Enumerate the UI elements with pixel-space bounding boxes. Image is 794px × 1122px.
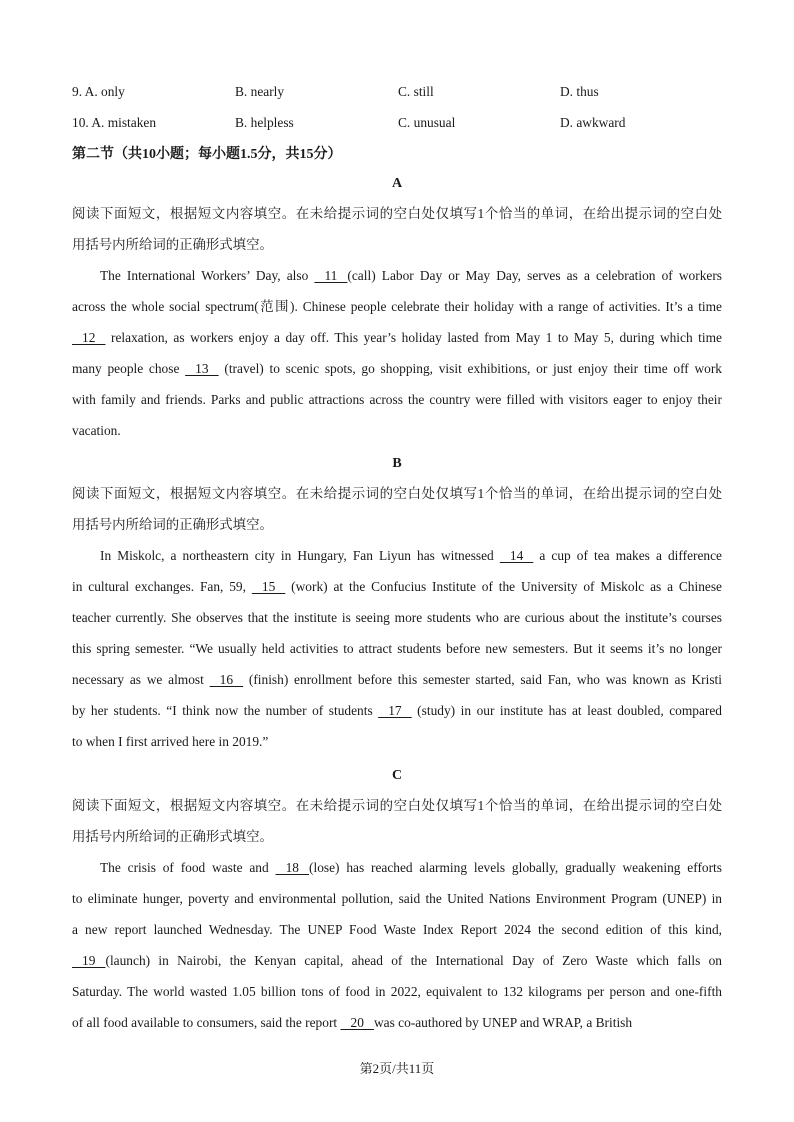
line-text: necessary as we almost <box>72 672 210 687</box>
line-text: a new report launched Wednesday. The UNEP Food Waste Index Report 2024 the second edition of this kind, <box>72 922 722 937</box>
option-9a: 9. A. only <box>72 84 125 99</box>
section-heading: 第二节（共10小题；每小题1.5分，共15分） <box>72 147 342 162</box>
passage-b-line <box>72 576 722 598</box>
blank-15[interactable]: 15 <box>251 579 286 594</box>
line-text: teacher currently. She observes that the institute is seeing more students who are curious about the institute’s courses <box>72 610 722 625</box>
line-text: (study) in our institute has at least doubled, compared <box>411 703 722 718</box>
line-text: (travel) to scenic spots, go shopping, visit exhibitions, or just enjoy their time off work <box>218 361 722 376</box>
passage-c-line <box>72 950 722 972</box>
passage-a-line <box>72 327 722 349</box>
passage-b-line <box>72 731 722 753</box>
passage-a-line <box>100 265 722 287</box>
passage-c-line <box>72 981 722 1003</box>
option-10a: 10. A. mistaken <box>72 115 157 130</box>
passage-c-line <box>72 1012 722 1034</box>
part-a-letter: A <box>391 176 403 191</box>
part-b-letter: B <box>392 456 402 471</box>
line-text: vacation. <box>72 423 121 438</box>
passage-c-line <box>100 857 722 879</box>
line-text: In Miskolc, a northeastern city in Hungary, Fan Liyun has witnessed <box>100 548 500 563</box>
option-9c: C. still <box>398 84 434 99</box>
part-b-instruction-2: 用括号内所给词的正确形式填空。 <box>72 517 273 532</box>
option-10d: D. awkward <box>560 115 626 130</box>
passage-b-line <box>100 545 722 567</box>
line-text: to eliminate hunger, poverty and environmental pollution, said the United Nations Environment Program (UNEP) in <box>72 891 722 906</box>
part-c-letter: C <box>391 768 403 783</box>
page-footer: 第2页/共11页 <box>359 1061 435 1076</box>
line-text: (lose) has reached alarming levels globally, gradually weakening efforts <box>309 860 722 875</box>
line-text: across the whole social spectrum(范围). Chinese people celebrate their holiday with a range of activities. It’s a time <box>72 299 722 314</box>
option-10b: B. helpless <box>235 115 294 130</box>
option-9b: B. nearly <box>235 84 285 99</box>
blank-11[interactable]: 11 <box>314 268 348 283</box>
blank-14[interactable]: 14 <box>499 548 534 563</box>
options-row-10 <box>72 115 732 135</box>
line-text: (work) at the Confucius Institute of the University of Miskolc as a Chinese <box>285 579 722 594</box>
line-text: to when I first arrived here in 2019.” <box>72 734 269 749</box>
line-text: of all food available to consumers, said the report <box>72 1015 341 1030</box>
blank-12[interactable]: 12 <box>72 330 106 345</box>
passage-a-line <box>72 358 722 380</box>
line-text: (launch) in Nairobi, the Kenyan capital, ahead of the International Day of Zero Waste which falls on <box>105 953 722 968</box>
option-9d: D. thus <box>560 84 599 99</box>
passage-a-line <box>72 296 722 318</box>
part-c-instruction-1: 阅读下面短文，根据短文内容填空。在未给提示词的空白处仅填写1个恰当的单词，在给出提示词的空白处 <box>72 798 722 813</box>
blank-16[interactable]: 16 <box>209 672 244 687</box>
option-10c: C. unusual <box>398 115 456 130</box>
passage-b-line <box>72 669 722 691</box>
line-text: (call) Labor Day or May Day, serves as a celebration of workers <box>347 268 723 283</box>
blank-19[interactable]: 19 <box>72 953 106 968</box>
line-text: in cultural exchanges. Fan, 59, <box>72 579 252 594</box>
blank-17[interactable]: 17 <box>378 703 412 718</box>
blank-20[interactable]: 20 <box>340 1015 374 1030</box>
passage-b-line <box>72 700 722 722</box>
line-text: relaxation, as workers enjoy a day off. This year’s holiday lasted from May 1 to May 5, during which time <box>105 330 722 345</box>
passage-c-line <box>72 919 722 941</box>
passage-c-line <box>72 888 722 910</box>
line-text: a cup of tea makes a difference <box>533 548 722 563</box>
passage-a-line <box>72 389 722 411</box>
passage-a-line <box>72 420 722 442</box>
line-text: by her students. “I think now the number of students <box>72 703 379 718</box>
line-text: The crisis of food waste and <box>100 860 276 875</box>
line-text: many people chose <box>72 361 186 376</box>
part-a-instruction-2: 用括号内所给词的正确形式填空。 <box>72 237 273 252</box>
options-row-9 <box>72 84 732 104</box>
line-text: was co-authored by UNEP and WRAP, a British <box>373 1015 633 1030</box>
part-a-instruction-1: 阅读下面短文，根据短文内容填空。在未给提示词的空白处仅填写1个恰当的单词，在给出提示词的空白处 <box>72 206 722 221</box>
line-text: The International Workers’ Day, also <box>100 268 315 283</box>
line-text: Saturday. The world wasted 1.05 billion tons of food in 2022, equivalent to 132 kilograms per person and one-fifth <box>72 984 722 999</box>
part-c-instruction-2: 用括号内所给词的正确形式填空。 <box>72 829 273 844</box>
blank-18[interactable]: 18 <box>275 860 310 875</box>
line-text: with family and friends. Parks and public attractions across the country were filled with visitors eager to enjoy their <box>72 392 722 407</box>
part-b-instruction-1: 阅读下面短文，根据短文内容填空。在未给提示词的空白处仅填写1个恰当的单词，在给出提示词的空白处 <box>72 486 722 501</box>
line-text: (finish) enrollment before this semester started, said Fan, who was known as Kristi <box>243 672 722 687</box>
line-text: this spring semester. “We usually held activities to attract students before new semesters. But it seems it’s no longer <box>72 641 722 656</box>
passage-b-line <box>72 607 722 629</box>
blank-13[interactable]: 13 <box>185 361 219 376</box>
passage-b-line <box>72 638 722 660</box>
